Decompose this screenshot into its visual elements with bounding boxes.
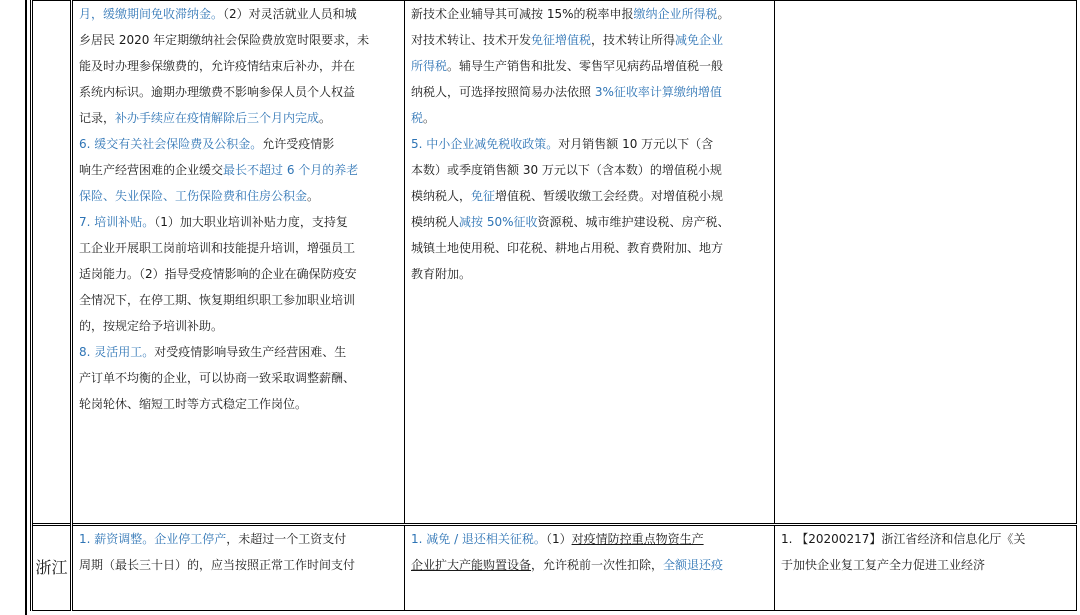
tax-policy-cell xyxy=(405,1,775,525)
text-line xyxy=(411,183,768,209)
source-document-cell xyxy=(775,525,1077,611)
text-line xyxy=(79,261,398,287)
text-line xyxy=(79,131,398,157)
underlined-text: 企业扩大产能购置设备 xyxy=(411,558,532,572)
text-run: 新技术企业辅导其可减按 15%的税率申报 xyxy=(411,7,634,21)
text-line xyxy=(79,105,398,131)
text-run: 轮岗轮休、缩短工时等方式稳定工作岗位。 xyxy=(79,397,308,411)
text-run: 1. 【20200217】浙江省经济和信息化厅《关 xyxy=(781,532,1026,546)
text-line xyxy=(79,157,398,183)
text-run: 对受疫情影响导致生产经营困难、生 xyxy=(154,345,347,359)
text-run: ，允许税前一次性扣除， xyxy=(531,558,664,572)
text-run: （1） xyxy=(545,532,572,546)
text-line xyxy=(79,526,398,552)
text-run: 纳税人，可选择按照简易办法依照 xyxy=(411,85,595,99)
text-run: 增值税、暂缓收缴工会经费。对增值税小规 xyxy=(495,189,724,203)
source-document-cell xyxy=(775,1,1077,525)
text-run: 周期（最长三十日）的，应当按照正常工作时间支付 xyxy=(79,558,356,572)
text-line xyxy=(79,1,398,27)
text-line xyxy=(79,365,398,391)
text-line xyxy=(79,235,398,261)
highlighted-text: 免征 xyxy=(471,189,496,203)
text-line xyxy=(411,261,768,287)
text-run: 本数）或季度销售额 30 万元以下（含本数）的增值税小规 xyxy=(411,163,722,177)
text-run: 。 xyxy=(423,111,436,125)
text-line xyxy=(411,105,768,131)
text-run: （1）加大职业培训补贴力度，支持复 xyxy=(154,215,348,229)
text-line xyxy=(411,79,768,105)
text-run: 教育附加。 xyxy=(411,267,472,281)
text-run: 模纳税人， xyxy=(411,189,472,203)
text-run: 允许受疫情影 xyxy=(262,137,335,151)
highlighted-text: 全额退还疫 xyxy=(663,558,724,572)
highlighted-text: 1. 薪资调整。企业停工停产 xyxy=(79,532,227,546)
text-line xyxy=(79,209,398,235)
text-line xyxy=(781,526,1070,552)
text-line xyxy=(79,27,398,53)
text-run: 记录， xyxy=(79,111,116,125)
text-line xyxy=(79,313,398,339)
text-line xyxy=(411,157,768,183)
text-run: 。 xyxy=(319,111,332,125)
text-line xyxy=(411,526,768,552)
text-run: ，未超过一个工资支付 xyxy=(226,532,347,546)
text-run: 。 xyxy=(717,7,730,21)
text-run: 城镇土地使用税、印花税、耕地占用税、教育费附加、地方 xyxy=(411,241,724,255)
highlighted-text: 减免企业 xyxy=(675,33,724,47)
text-line xyxy=(411,1,768,27)
text-line xyxy=(411,53,768,79)
text-run: 的，按规定给予培训补助。 xyxy=(79,319,224,333)
highlighted-text: 月，缓缴期间免收滞纳金。 xyxy=(79,7,224,21)
text-line xyxy=(79,79,398,105)
text-run: 模纳税人 xyxy=(411,215,460,229)
text-run: 全情况下，在停工期、恢复期组织职工参加职业培训 xyxy=(79,293,356,307)
highlighted-text: 缴纳企业所得税 xyxy=(633,7,718,21)
table-row xyxy=(32,1,1077,525)
table-row xyxy=(32,525,1077,611)
highlighted-text: 减按 50%征收 xyxy=(459,215,538,229)
text-line xyxy=(411,131,768,157)
text-line xyxy=(79,287,398,313)
text-line xyxy=(781,552,1070,578)
text-run: 资源税、城市维护建设税、房产税、 xyxy=(537,215,730,229)
text-run: 于加快企业复工复产全力促进工业经济 xyxy=(781,558,986,572)
highlighted-text: 1. 减免 / 退还相关征税。 xyxy=(411,532,546,546)
text-run: （2）对灵活就业人员和城 xyxy=(223,7,357,21)
highlighted-text: 6. 缓交有关社会保险费及公积金。 xyxy=(79,137,263,151)
region-cell-zhejiang: 浙江 xyxy=(32,525,72,611)
underlined-text: 对疫情防控重点物资生产 xyxy=(571,532,704,546)
text-run: 产订单不均衡的企业，可以协商一致采取调整薪酬、 xyxy=(79,371,356,385)
text-run: 对月销售额 10 万元以下（含 xyxy=(558,137,714,151)
text-run: 乡居民 2020 年定期缴纳社会保险费放宽时限要求，未 xyxy=(79,33,370,47)
highlighted-text: 8. 灵活用工。 xyxy=(79,345,155,359)
highlighted-text: 5. 中小企业减免税收政策。 xyxy=(411,137,559,151)
text-run: 适岗能力。（2）指导受疫情影响的企业在确保防疫安 xyxy=(79,267,357,281)
text-run: 工企业开展职工岗前培训和技能提升培训，增强员工 xyxy=(79,241,356,255)
text-run: 对技术转让、技术开发 xyxy=(411,33,532,47)
text-run: 系统内标识。逾期办理缴费不影响参保人员个人权益 xyxy=(79,85,356,99)
text-line xyxy=(79,53,398,79)
region-cell xyxy=(32,1,72,525)
text-run: 。辅导生产销售和批发、零售罕见病药品增值税一般 xyxy=(447,59,724,73)
tax-policy-cell xyxy=(405,525,775,611)
text-line xyxy=(79,552,398,578)
text-run: 。 xyxy=(307,189,320,203)
highlighted-text: 3%征收率计算缴纳增值 xyxy=(594,85,722,99)
highlighted-text: 保险、失业保险、工伤保险费和住房公积金 xyxy=(79,189,308,203)
employment-policy-cell xyxy=(72,525,405,611)
highlighted-text: 所得税 xyxy=(411,59,448,73)
text-run: ，技术转让所得 xyxy=(591,33,676,47)
policy-table xyxy=(30,0,1077,611)
page-left-border xyxy=(25,0,27,615)
highlighted-text: 免征增值税 xyxy=(531,33,592,47)
text-run: 能及时办理参保缴费的，允许疫情结束后补办，并在 xyxy=(79,59,356,73)
text-line xyxy=(79,339,398,365)
text-line xyxy=(411,27,768,53)
employment-policy-cell xyxy=(72,1,405,525)
text-run: 响生产经营困难的企业缓交 xyxy=(79,163,224,177)
highlighted-text: 最长不超过 6 个月的养老 xyxy=(223,163,359,177)
highlighted-text: 补办手续应在疫情解除后三个月内完成 xyxy=(115,111,320,125)
text-line xyxy=(79,391,398,417)
text-line xyxy=(411,235,768,261)
highlighted-text: 税 xyxy=(411,111,424,125)
text-line xyxy=(411,552,768,578)
text-line xyxy=(411,209,768,235)
highlighted-text: 7. 培训补贴。 xyxy=(79,215,155,229)
text-line xyxy=(79,183,398,209)
